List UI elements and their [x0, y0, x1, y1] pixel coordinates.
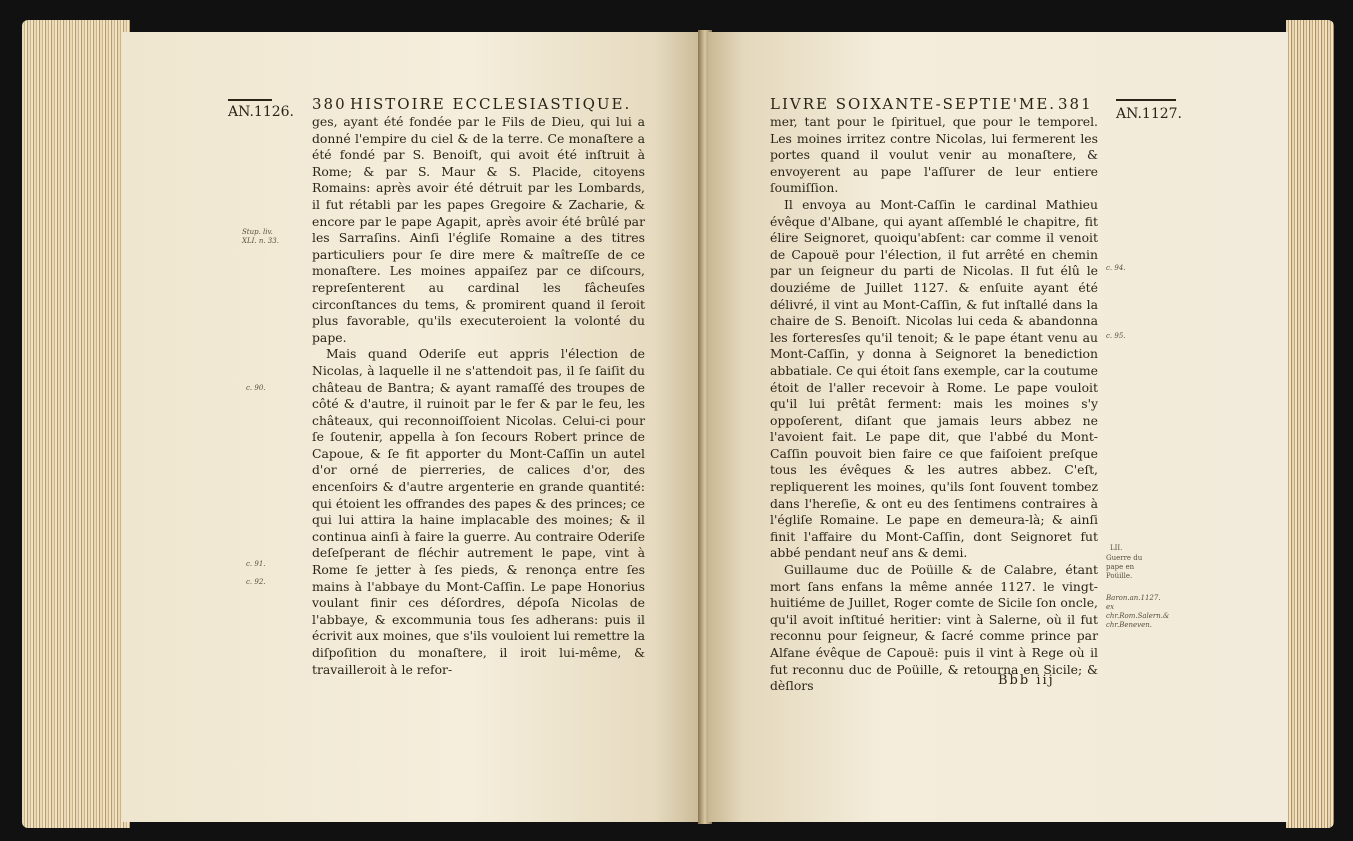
- right-running-title: LIVRE SOIXANTE-SEPTIE'ME.: [770, 95, 1057, 113]
- right-paragraph-1: mer, tant pour le ſpirituel, que pour le temporel. Les moines irritez contre Nicolas, lui fermerent les portes quand il voulut venir au monaſtere, & envoyerent au pape l'aſſurer de leur entiere ſoumiſſion.: [770, 114, 1098, 196]
- right-paragraph-2: Il envoya au Mont-Caſſin le cardinal Mathieu évêque d'Albane, qui ayant aſſemblé le chapitre, fit élire Seignoret, quoiqu'abſent: car comme il venoit de Capouë pour l'élection, il fut arrêté en chemin par un ſeigneur du parti de Nicolas. Il fut élû le douziéme de Juillet 1127. & enſuite ayant été délivré, il vint au Mont-Caſſin, & fut inſtallé dans la chaire de S. Benoiſt. Nicolas lui ceda & abandonna les forteresſes qu'il tenoit; & le pape étant venu au Mont-Caſſin, y donna à Seignoret la benediction abbatiale. Ce qui étoit ſans exemple, car la coutume étoit de l'aller recevoir à Rome. Le pape vouloit qu'il lui prêtât ferment: mais les moines s'y oppoſerent, diſant que jamais leurs abbez ne l'avoient fait. Le pape dit, que l'abbé du Mont-Caſſin pouvoit bien faire ce que faiſoient preſque tous les évêques & les autres abbez. C'eſt, repliquerent les moines, qu'ils ſont ſouvent tombez dans l'hereſie, & ont eu des ſentimens contraires à l'égliſe Romaine. Le pape en demeura-là; & ainſi finit l'affaire du Mont-Caſſin, dont Seignoret fut abbé pendant neuf ans & demi.: [770, 196, 1099, 561]
- left-body-text: [312, 114, 645, 678]
- right-page-number: 381: [1058, 95, 1093, 113]
- right-margin-note-2: c. 95.: [1106, 332, 1126, 340]
- left-margin-note-3: c. 91.: [246, 560, 266, 568]
- left-page-number: 380: [312, 95, 347, 113]
- right-body-text: [770, 114, 1098, 695]
- left-page-edges: [22, 20, 130, 828]
- right-paragraph-3: Guillaume duc de Poüille & de Calabre, étant mort ſans enfans la même année 1127. le vingt-huitiéme de Juillet, Roger comte de Sicile ſon oncle, qu'il avoit inſtitué heritier: vint à Salerne, où il fut reconnu pour ſeigneur, & ſacré comme prince par Alfane évêque de Capouë: puis il vint à Rege où il fut reconnu duc de Poüille, & retourna en Sicile; & dèſlors: [770, 562, 1098, 694]
- left-margin-note-4: c. 92.: [246, 578, 266, 586]
- right-year-marker: AN.1127.: [1116, 106, 1182, 122]
- left-margin-note-1: Stup. liv. XLI. n. 33.: [242, 228, 279, 245]
- signature-mark: Bbb iij: [998, 673, 1055, 688]
- left-year-marker: AN.1126.: [228, 104, 294, 120]
- right-margin-note-1: c. 94.: [1106, 264, 1126, 272]
- left-running-title: HISTOIRE ECCLESIASTIQUE.: [350, 95, 632, 113]
- right-margin-note-3: LII.: [1110, 544, 1123, 552]
- right-margin-note-5: Baron.an.1127. ex chr.Rom.Salern.& chr.Beneven.: [1106, 594, 1170, 629]
- right-page: [708, 32, 1288, 822]
- open-book: [22, 20, 1334, 828]
- year-rule-right: [1116, 99, 1176, 101]
- right-page-edges: [1286, 20, 1334, 828]
- right-margin-note-4: Guerre du pape en Poüille.: [1106, 554, 1143, 580]
- left-page: [122, 32, 700, 822]
- left-paragraph-2: Mais quand Oderiſe eut appris l'élection de Nicolas, à laquelle il ne s'attendoit pas, il ſe ſaiſit du château de Bantra; & ayant ramaſſé des troupes de côté & d'autre, il ruinoit par le fer & par le feu, les châteaux, qui reconnoiſſoient Nicolas. Celui-ci pour ſe ſoutenir, appella à ſon ſecours Robert prince de Capoue, & ſe fit apporter du Mont-Caſſin un autel d'or orné de pierreries, de calices d'or, des encenſoirs & d'autre argenterie en grande quantité: qui étoient les offrandes des papes & des princes; ce qui lui attira la haine implacable des moines; & il continua ainſi à faire la guerre. Au contraire Oderiſe deſeſperant de fléchir autrement le pape, vint à Rome ſe jetter à ſes pieds, & renonça entre ſes mains à l'abbaye du Mont-Caſſin. Le pape Honorius voulant finir ces déſordres, dépoſa Nicolas de l'abbaye, & excommunia tous ſes adherans: puis il écrivit aux moines, que s'ils vouloient lui remettre la diſpoſition du monaſtere, il iroit lui-même, & travailleroit à le refor-: [312, 346, 645, 677]
- left-paragraph-1: ges, ayant été fondée par le Fils de Dieu, qui lui a donné l'empire du ciel & de la terre. Ce monaſtere a été fondé par S. Benoiſt, qui avoit été inſtruit à Rome; & par S. Maur & S. Placide, citoyens Romains: après avoir été détruit par les Lombards, il fut rétabli par les papes Gregoire & Zacharie, & encore par le pape Agapit, après avoir été brûlé par les Sarraſins. Ainſi l'égliſe Romaine a des titres particuliers pour ſe dire mere & maîtreſſe de ce monaſtere. Les moines appaiſez par ce diſcours, repreſenterent au cardinal les fâcheuſes circonſtances du tems, & promirent quand il ſeroit plus favorable, qu'ils executeroient la volonté du pape.: [312, 114, 645, 345]
- left-margin-note-2: c. 90.: [246, 384, 266, 392]
- year-rule: [228, 99, 272, 101]
